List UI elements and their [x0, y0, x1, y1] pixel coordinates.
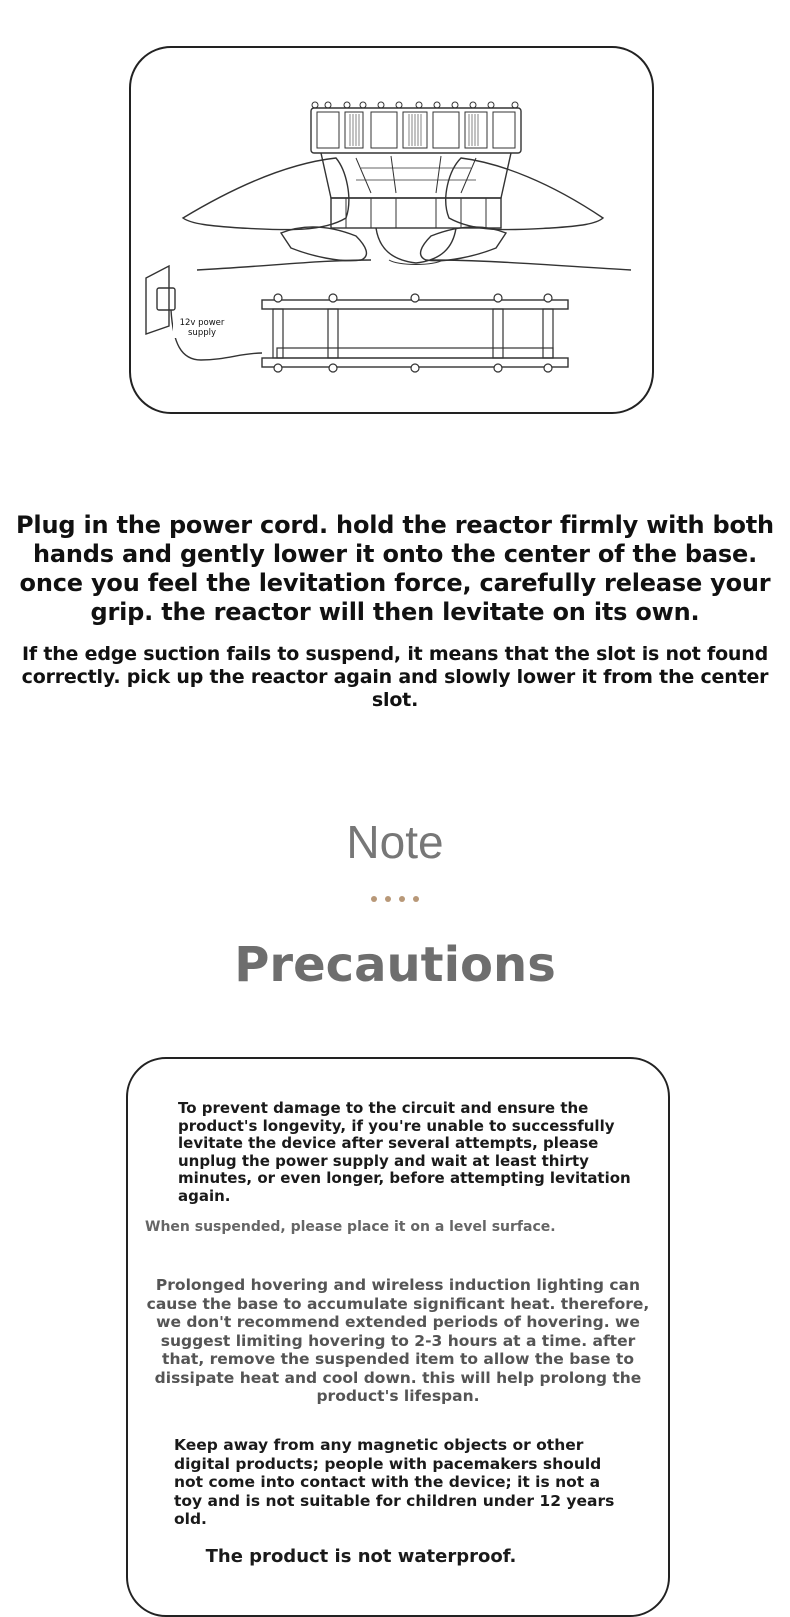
instructions-sub-text: If the edge suction fails to suspend, it means that the slot is not found correctly. pick up the reactor again and slowly lower it from the center slot.	[21, 643, 769, 711]
power-supply-label-line1: 12v power	[179, 318, 225, 328]
precaution-item-level-surface: When suspended, please place it on a level surface.	[145, 1219, 556, 1235]
divider-dot	[385, 896, 391, 902]
dot-divider	[0, 896, 790, 902]
divider-dot	[371, 896, 377, 902]
precaution-item-heat: Prolonged hovering and wireless induction lighting can cause the base to accumulate significant heat. therefore, we don't recommend extended periods of hovering. we suggest limiting hovering to 2-3 hours at a time. after that, remove the suspended item to allow the base to dissipate heat and cool down. this will help prolong the product's lifespan.	[146, 1276, 650, 1405]
precautions-heading: Precautions	[234, 937, 556, 993]
illustration-frame	[129, 46, 654, 414]
reactor-levitation-illustration	[131, 48, 654, 414]
divider-dot	[413, 896, 419, 902]
precaution-item-unplug: To prevent damage to the circuit and ensure the product's longevity, if you're unable to successfully levitate the device after several attempts, please unplug the power supply and wait at least thirty minutes, or even longer, before attempting levitation again.	[178, 1099, 631, 1205]
power-supply-label-line2: supply	[188, 328, 216, 338]
precaution-item-waterproof: The product is not waterproof.	[205, 1546, 517, 1567]
instructions-main-text: Plug in the power cord. hold the reactor firmly with both hands and gently lower it onto the center of the base. once you feel the levitation force, carefully release your grip. the reactor will then levitate on its own.	[16, 511, 774, 626]
precaution-item-magnetic: Keep away from any magnetic objects or other digital products; people with pacemakers should not come into contact with the device; it is not a toy and is not suitable for children under 12 years old.	[174, 1436, 615, 1528]
right-hand	[446, 158, 603, 230]
divider-dot	[399, 896, 405, 902]
note-heading: Note	[346, 816, 444, 868]
